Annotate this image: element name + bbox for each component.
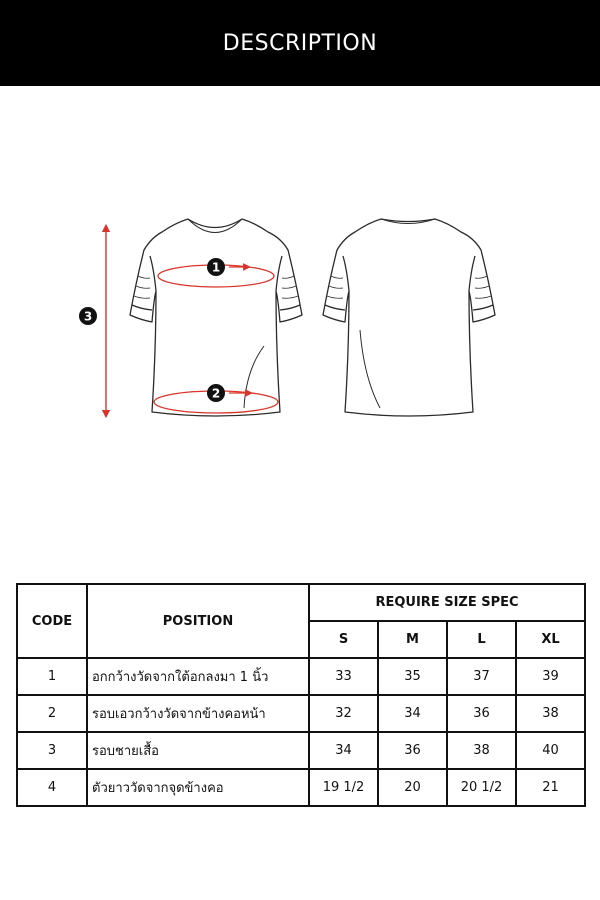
size-header-l: L — [447, 621, 516, 658]
value-l: 38 — [447, 732, 516, 769]
size-header-xl: XL — [516, 621, 585, 658]
svg-text:1: 1 — [211, 260, 221, 275]
value-s: 19 1/2 — [309, 769, 378, 806]
size-spec-table — [16, 583, 586, 807]
value-s: 32 — [309, 695, 378, 732]
row-position: รอบชายเสื้อ — [87, 732, 309, 769]
svg-text:2: 2 — [211, 386, 221, 401]
table-row — [17, 769, 585, 806]
table-row — [17, 658, 585, 695]
garment-diagram — [0, 86, 600, 556]
row-code: 4 — [17, 769, 87, 806]
value-xl: 39 — [516, 658, 585, 695]
table-row — [17, 732, 585, 769]
value-s: 33 — [309, 658, 378, 695]
value-xl: 40 — [516, 732, 585, 769]
row-position: อกกว้างวัดจากใต้อกลงมา 1 นิ้ว — [87, 658, 309, 695]
value-l: 36 — [447, 695, 516, 732]
back-shirt-illustration — [323, 219, 495, 416]
row-position: ตัวยาววัดจากจุดข้างคอ — [87, 769, 309, 806]
value-m: 20 — [378, 769, 447, 806]
position-header: POSITION — [87, 584, 309, 658]
value-xl: 21 — [516, 769, 585, 806]
svg-text:3: 3 — [83, 309, 93, 324]
page-title: DESCRIPTION — [222, 30, 378, 56]
value-l: 20 1/2 — [447, 769, 516, 806]
value-m: 34 — [378, 695, 447, 732]
header-bar — [0, 0, 600, 86]
row-code: 3 — [17, 732, 87, 769]
value-m: 35 — [378, 658, 447, 695]
size-header-m: M — [378, 621, 447, 658]
marker-1 — [207, 258, 225, 276]
value-l: 37 — [447, 658, 516, 695]
code-header: CODE — [17, 584, 87, 658]
value-s: 34 — [309, 732, 378, 769]
marker-3 — [79, 307, 97, 325]
table-row — [17, 695, 585, 732]
spec-header: REQUIRE SIZE SPEC — [309, 584, 585, 621]
value-m: 36 — [378, 732, 447, 769]
row-code: 2 — [17, 695, 87, 732]
size-header-s: S — [309, 621, 378, 658]
value-xl: 38 — [516, 695, 585, 732]
row-code: 1 — [17, 658, 87, 695]
marker-2 — [207, 384, 225, 402]
row-position: รอบเอวกว้างวัดจากข้างคอหน้า — [87, 695, 309, 732]
